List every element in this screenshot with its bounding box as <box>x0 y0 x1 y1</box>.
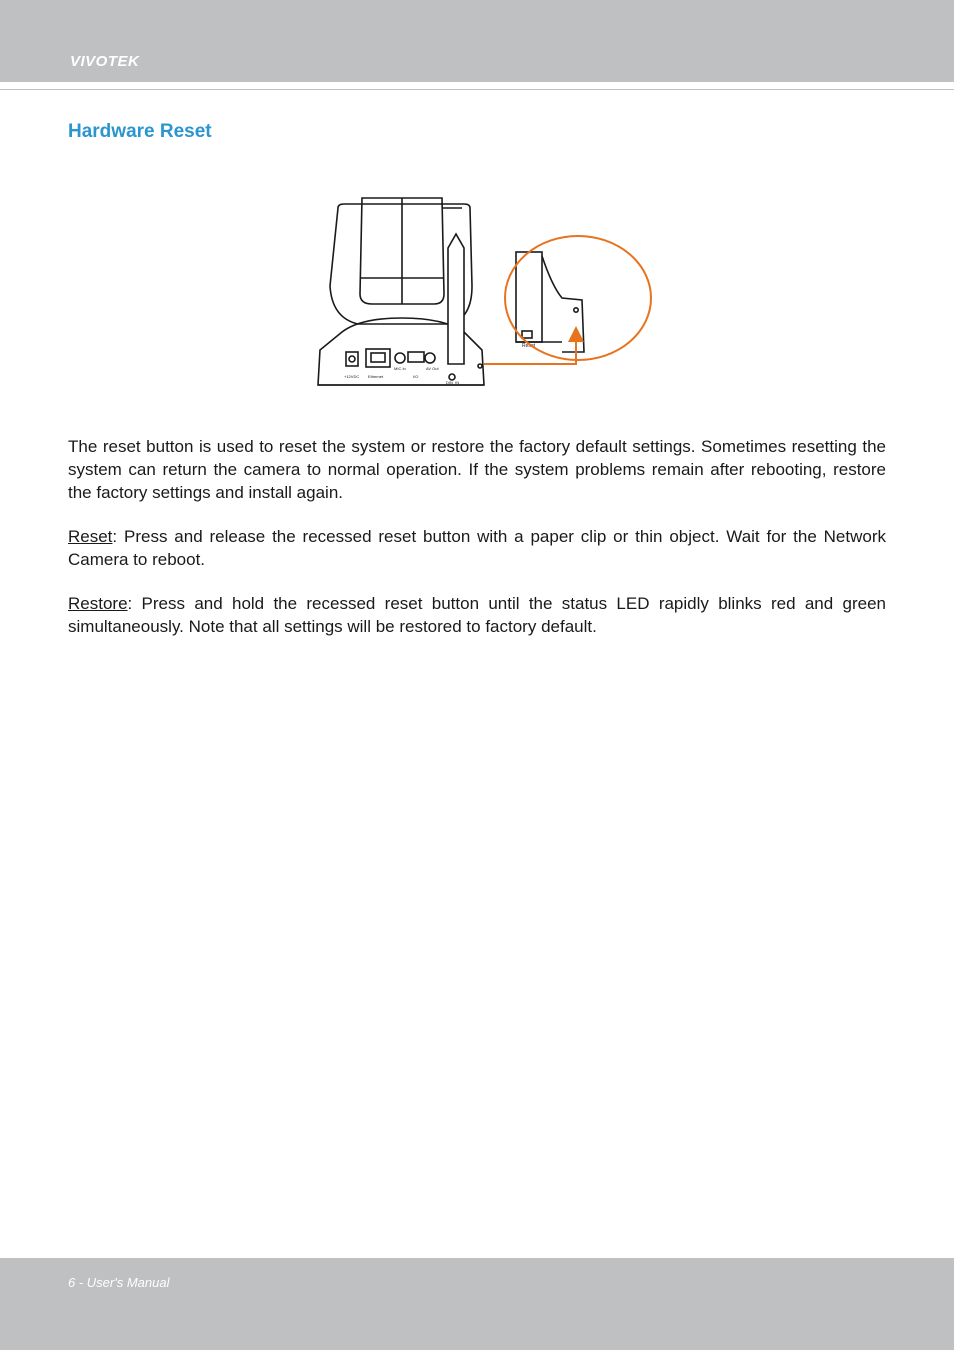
reset-term: Reset <box>68 527 113 546</box>
section-title: Hardware Reset <box>68 121 212 142</box>
port-label-io: I/O <box>413 374 419 379</box>
header-divider <box>0 89 954 90</box>
restore-description: : Press and hold the recessed reset button until the status LED rapidly blinks red and green simultaneously. Note that all settings will be restored to factory default. <box>68 594 886 636</box>
arrow-up-icon <box>568 326 584 342</box>
port-label-din: DIN_IN <box>446 380 460 385</box>
port-labels <box>344 366 459 385</box>
restore-paragraph <box>68 592 886 638</box>
port-label-av: AV Out <box>426 366 439 371</box>
brand-name: VIVOTEK <box>70 53 140 70</box>
port-label-ethernet: Ethernet <box>368 374 384 379</box>
intro-paragraph: The reset button is used to reset the system or restore the factory default settings. Sometimes resetting the system can return the camera to normal operation. If the system problems remain after rebooting, restore the factory settings and install again. <box>68 437 886 502</box>
camera-illustration <box>300 186 670 396</box>
port-label-power: +12VDC <box>344 374 360 379</box>
camera-rear-figure <box>300 186 670 396</box>
reset-paragraph <box>68 525 886 571</box>
reset-label: Reset <box>522 343 536 349</box>
header-band <box>0 0 954 82</box>
reset-description: : Press and release the recessed reset button with a paper clip or thin object. Wait for the Network Camera to reboot. <box>68 527 886 569</box>
antenna <box>448 234 464 364</box>
footer-band <box>0 1258 954 1350</box>
page-number: 6 - User's Manual <box>68 1275 170 1290</box>
restore-term: Restore <box>68 594 128 613</box>
port-label-mic: MIC In <box>394 366 406 371</box>
